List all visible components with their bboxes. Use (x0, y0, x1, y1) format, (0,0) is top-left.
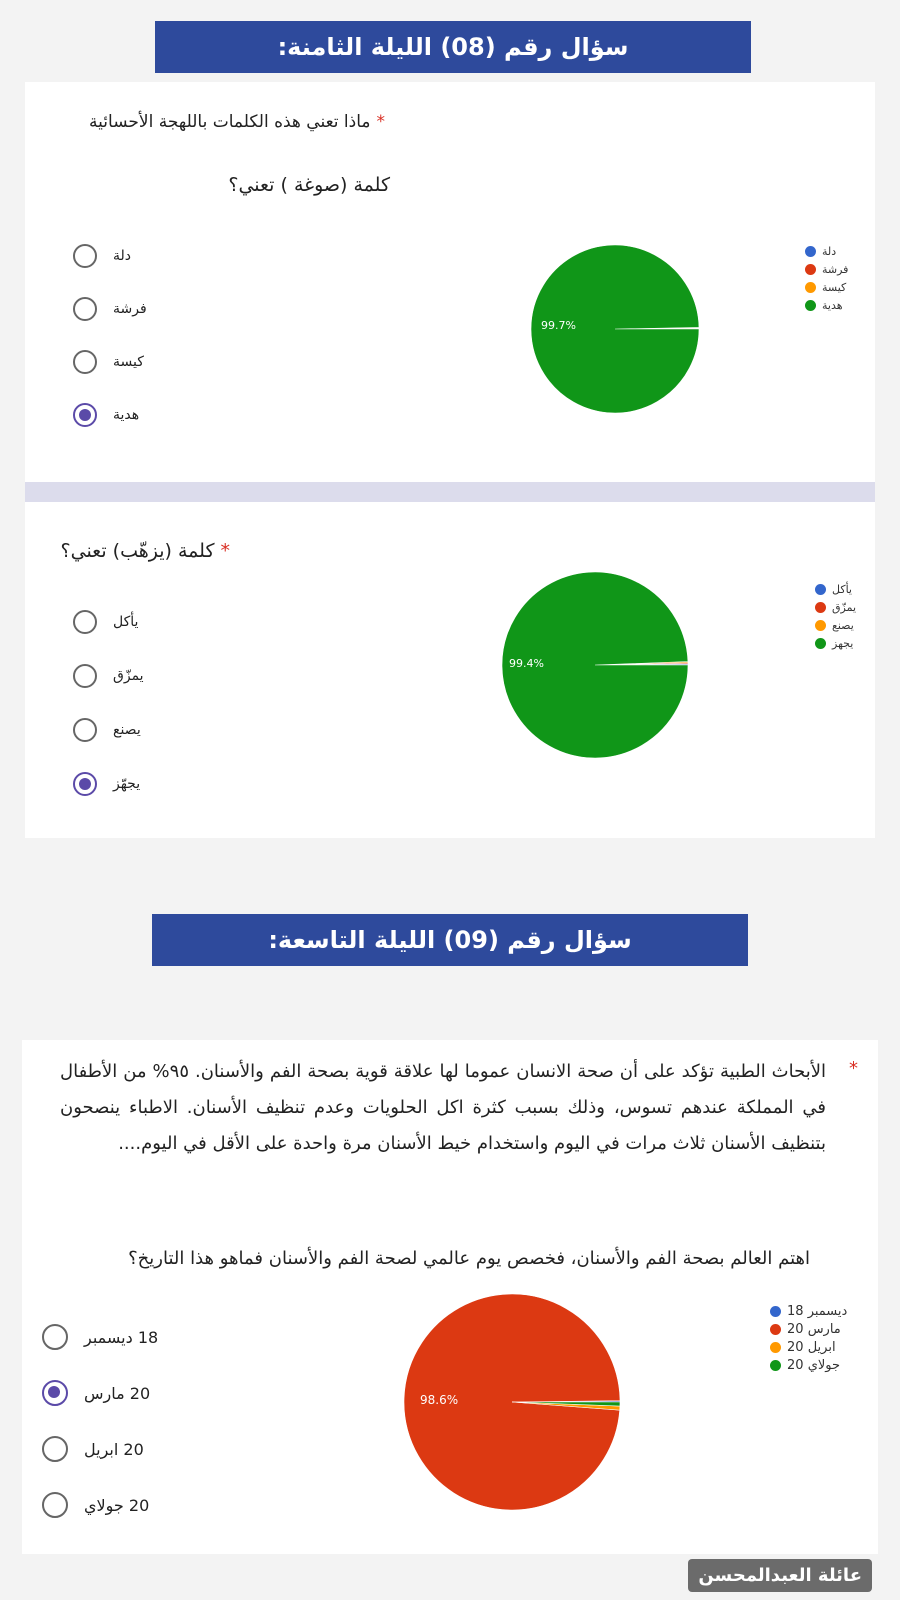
legend-swatch (815, 620, 826, 631)
radio-button-selected[interactable] (42, 1380, 68, 1406)
radio-button[interactable] (73, 244, 97, 268)
required-asterisk: * (220, 540, 230, 562)
radio-button[interactable] (42, 1436, 68, 1462)
radio-button-selected[interactable] (73, 403, 97, 427)
option-2[interactable] (42, 1380, 150, 1406)
legend-label: يجهز (832, 636, 854, 650)
option-label: يصنع (113, 722, 141, 738)
legend-swatch (770, 1360, 781, 1371)
radio-button[interactable] (42, 1492, 68, 1518)
option-label: هدية (113, 407, 140, 423)
legend-swatch (805, 246, 816, 257)
question-text: ماذا تعني هذه الكلمات باللهجة الأحسائية (89, 112, 371, 132)
legend-label: يمزّق (832, 600, 857, 614)
option-label: يمزّق (113, 668, 144, 684)
option-2[interactable] (73, 297, 147, 321)
legend-item (770, 1302, 847, 1320)
radio-button[interactable] (73, 297, 97, 321)
question-title (61, 540, 230, 562)
option-label: 18 ديسمبر (84, 1327, 159, 1347)
required-asterisk: * (849, 1058, 858, 1079)
option-1[interactable] (73, 244, 131, 268)
pie-chart-1 (475, 232, 735, 432)
legend-label: كيسة (822, 280, 847, 294)
legend-swatch (805, 264, 816, 275)
legend-item (805, 278, 848, 296)
question-title (89, 112, 385, 132)
option-label: يأكل (113, 614, 139, 630)
option-label: 20 جولاي (84, 1495, 150, 1515)
pie-data-label: 99.4% (509, 657, 544, 670)
chart-legend-1 (805, 242, 848, 314)
radio-button[interactable] (73, 664, 97, 688)
option-3[interactable] (73, 718, 141, 742)
radio-button[interactable] (73, 350, 97, 374)
option-3[interactable] (42, 1436, 144, 1462)
legend-label: يأكل (832, 582, 852, 596)
question-subtitle: كلمة (صوغة ) تعني؟ (228, 174, 390, 196)
legend-label: 20 جولاي (787, 1357, 841, 1373)
option-label: فرشة (113, 301, 147, 317)
option-1[interactable] (73, 610, 138, 634)
option-1[interactable] (42, 1324, 158, 1350)
option-3[interactable] (73, 350, 144, 374)
option-label: يجهّز (113, 776, 141, 792)
question-text: كلمة (يزهّب) تعني؟ (60, 540, 215, 562)
legend-swatch (805, 282, 816, 293)
legend-item (815, 580, 856, 598)
option-4[interactable] (42, 1492, 149, 1518)
legend-swatch (770, 1324, 781, 1335)
chart-legend-3 (770, 1302, 847, 1374)
section-banner-night-9: سؤال رقم (09) الليلة التاسعة: (152, 914, 748, 966)
legend-item (805, 242, 848, 260)
legend-label: 18 ديسمبر (787, 1303, 848, 1319)
pie-data-label: 99.7% (541, 319, 576, 332)
question-card-1 (25, 82, 875, 482)
legend-label: 20 مارس (787, 1321, 841, 1337)
legend-swatch (805, 300, 816, 311)
option-label: 20 ابريل (84, 1439, 144, 1459)
radio-button[interactable] (73, 718, 97, 742)
legend-item (805, 260, 848, 278)
question-title: اهتم العالم بصحة الفم والأسنان، فخصص يوم عالمي لصحة الفم والأسنان فماهو هذا التاريخ؟ (128, 1248, 810, 1269)
legend-swatch (815, 584, 826, 595)
legend-item (805, 296, 848, 314)
legend-label: 20 ابريل (787, 1339, 836, 1355)
watermark-badge: عائلة العبدالمحسن (688, 1559, 872, 1592)
legend-label: يصنع (832, 618, 854, 632)
legend-item (770, 1338, 847, 1356)
legend-item (770, 1320, 847, 1338)
question-card-2 (25, 502, 875, 838)
card-separator (25, 482, 875, 502)
radio-button-selected[interactable] (73, 772, 97, 796)
radio-button[interactable] (73, 610, 97, 634)
legend-label: فرشة (822, 262, 849, 276)
section-banner-night-8: سؤال رقم (08) الليلة الثامنة: (155, 21, 751, 73)
option-4[interactable] (73, 403, 139, 427)
option-4[interactable] (73, 772, 140, 796)
legend-label: دلة (822, 244, 837, 258)
pie-data-label: 98.6% (420, 1393, 459, 1407)
legend-item (815, 598, 856, 616)
radio-button[interactable] (42, 1324, 68, 1350)
legend-item (770, 1356, 847, 1374)
option-label: كيسة (113, 354, 144, 370)
option-label: 20 مارس (84, 1383, 151, 1403)
required-asterisk: * (376, 112, 385, 132)
pie-chart-2 (455, 562, 715, 772)
question-paragraph: الأبحاث الطبية تؤكد على أن صحة الانسان عموما لها علاقة قوية بصحة الفم والأسنان. ٩٥% من الأطفال في المملكة عندهم تسوس، وذلك بسبب كثرة اكل الحلويات وعدم تنظيف الأسنان. الاطباء ينصحون بتنظيف الأسنان ثلاث مرات في اليوم واستخدام خيط الأسنان مرة واحدة على الأقل في اليوم.... (60, 1061, 826, 1154)
legend-item (815, 616, 856, 634)
legend-item (815, 634, 856, 652)
question-card-3 (22, 1040, 878, 1554)
legend-swatch (815, 602, 826, 613)
chart-legend-2 (815, 580, 856, 652)
pie-chart-3 (362, 1290, 622, 1530)
legend-swatch (770, 1342, 781, 1353)
legend-label: هدية (822, 298, 843, 312)
option-2[interactable] (73, 664, 144, 688)
legend-swatch (770, 1306, 781, 1317)
option-label: دلة (113, 248, 132, 264)
legend-swatch (815, 638, 826, 649)
